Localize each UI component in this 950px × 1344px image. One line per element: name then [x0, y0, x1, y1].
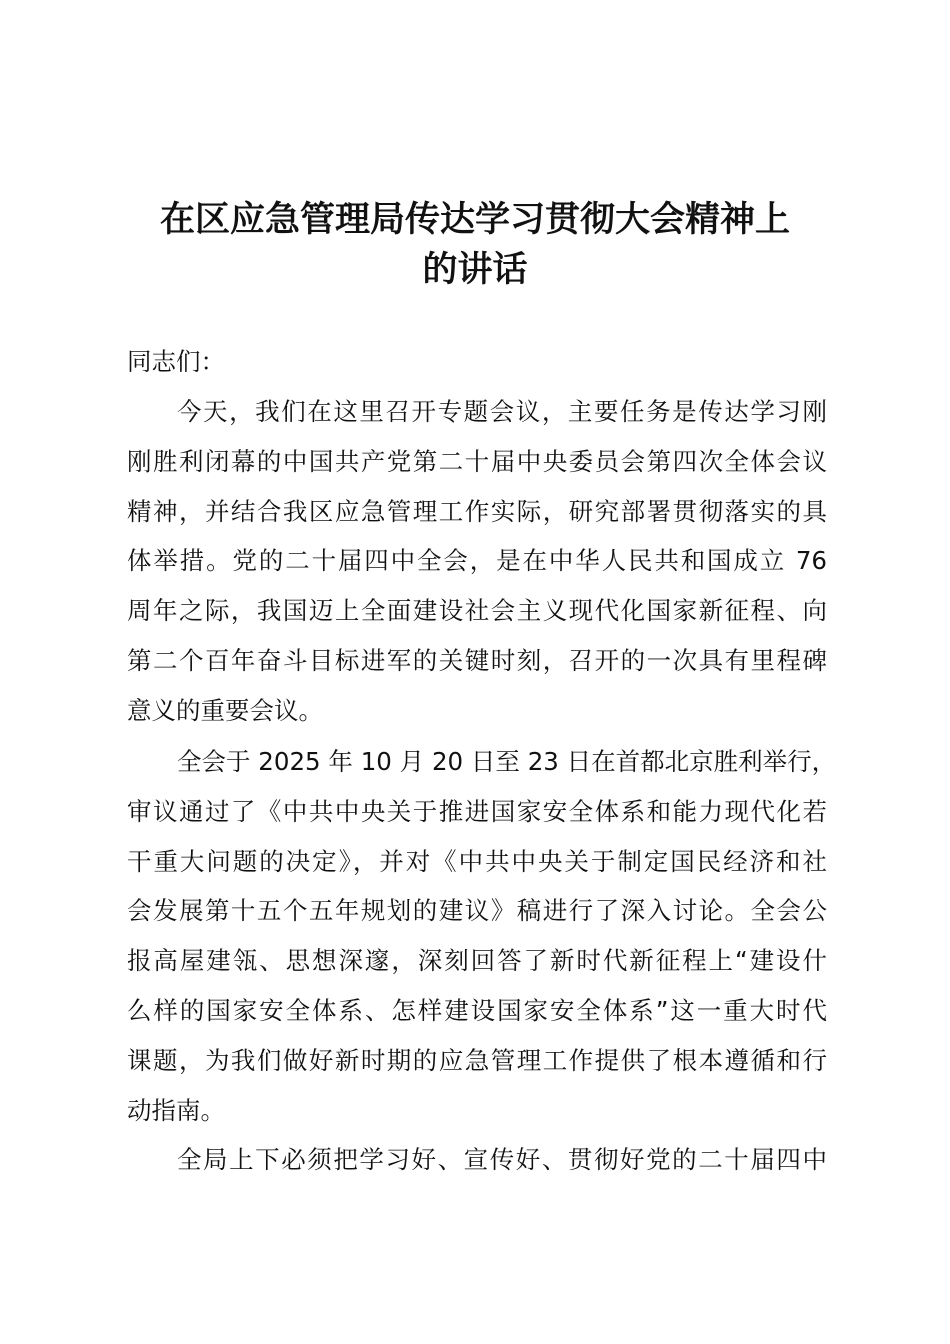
paragraph-1-line: 刚胜利闭幕的中国共产党第二十届中央委员会第四次全体会议 — [127, 446, 827, 476]
paragraph-1-line: 精神，并结合我区应急管理工作实际，研究部署贯彻落实的具 — [127, 496, 827, 526]
paragraph-1-line: 周年之际，我国迈上全面建设社会主义现代化国家新征程、向 — [127, 596, 827, 626]
paragraph-2-line: 么样的国家安全体系、怎样建设国家安全体系”这一重大时代 — [127, 996, 827, 1025]
paragraph-1-line: 今天，我们在这里召开专题会议，主要任务是传达学习刚 — [177, 397, 827, 426]
paragraph-1-line: 体举措。党的二十届四中全会，是在中华人民共和国成立 76 — [127, 546, 827, 576]
paragraph-2-line: 审议通过了《中共中央关于推进国家安全体系和能力现代化若 — [127, 796, 827, 826]
paragraph-2-line: 全会于 2025 年 10 月 20 日至 23 日在首都北京胜利举行， — [177, 747, 837, 776]
paragraph-2-line: 会发展第十五个五年规划的建议》稿进行了深入讨论。全会公 — [127, 896, 827, 926]
paragraph-1-line: 意义的重要会议。 — [127, 695, 323, 725]
title-line-2: 的讲话 — [422, 249, 528, 290]
paragraph-2-line: 课题，为我们做好新时期的应急管理工作提供了根本遵循和行 — [127, 1045, 827, 1075]
title-line-1: 在区应急管理局传达学习贯彻大会精神上 — [159, 199, 790, 240]
paragraph-2-line: 报高屋建瓴、思想深邃，深刻回答了新时代新征程上“建设什 — [127, 946, 827, 976]
paragraph-1-line: 第二个百年奋斗目标进军的关键时刻，召开的一次具有里程碑 — [127, 646, 827, 675]
paragraph-2-line: 干重大问题的决定》，并对《中共中央关于制定国民经济和社 — [127, 846, 827, 876]
paragraph-3-line: 全局上下必须把学习好、宣传好、贯彻好党的二十届四中 — [177, 1145, 827, 1174]
salutation: 同志们： — [127, 347, 225, 376]
paragraph-2-line: 动指南。 — [127, 1095, 225, 1125]
